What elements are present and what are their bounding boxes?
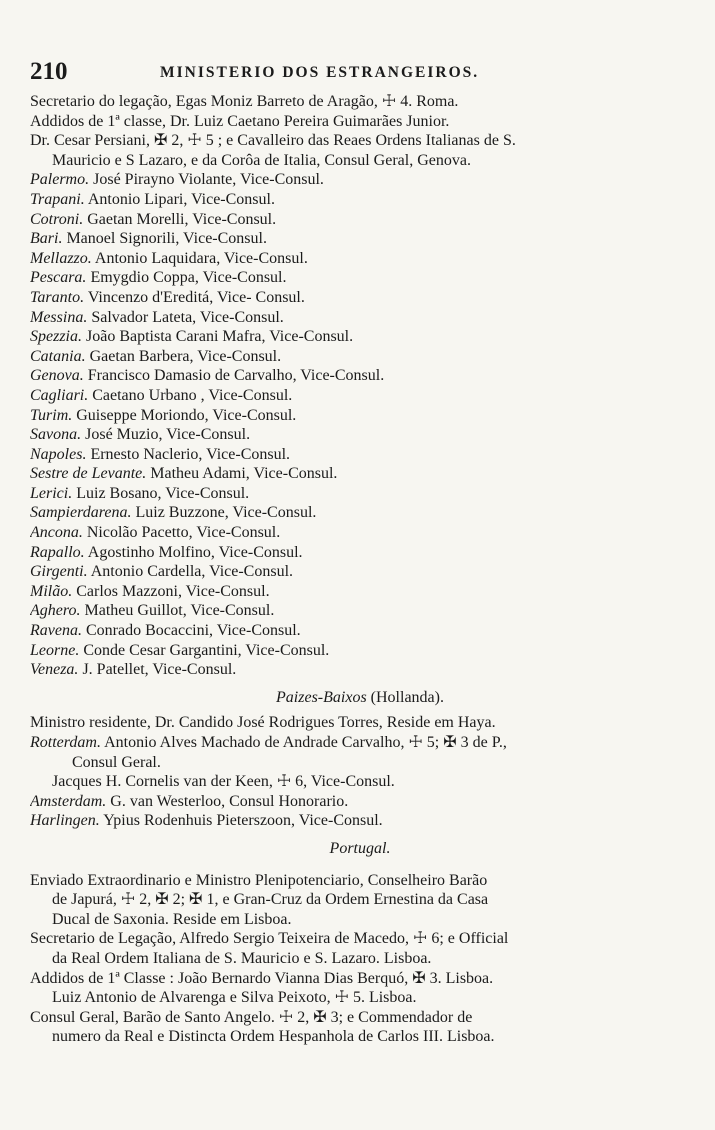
consulate-place: Mellazzo. (30, 249, 92, 267)
consulate-place: Spezzia. (30, 328, 82, 346)
consulate-holder: Agostinho Molfino, Vice-Consul. (87, 543, 303, 561)
consulate-place: Veneza. (30, 661, 79, 679)
list-item (30, 210, 690, 230)
consulate-place: Bari. (30, 230, 63, 248)
consulate-place: Genova. (30, 367, 84, 385)
consulate-holder: Antonio Laquidara, Vice-Consul. (94, 249, 308, 267)
consulate-place: Rotterdam. (30, 734, 101, 751)
consulate-holder: Matheu Adami, Vice-Consul. (150, 465, 338, 483)
consulate-holder: Luiz Bosano, Vice-Consul. (76, 484, 250, 502)
list-item (30, 543, 690, 563)
consulate-holder: Conrado Bocaccini, Vice-Consul. (85, 622, 301, 640)
consulate-place: Aghero. (30, 602, 81, 620)
list-item (30, 170, 690, 190)
consulate-place: Amsterdam. (30, 792, 107, 810)
list-item (30, 641, 690, 661)
vice-consul-list (30, 170, 690, 679)
list-item (30, 366, 690, 386)
nl-harlingen-line: Harlingen. Ypius Rodenhuis Pieterszoon, Vice-Consul. (30, 812, 383, 830)
consulate-holder: Caetano Urbano , Vice-Consul. (92, 386, 293, 404)
list-item (30, 621, 690, 641)
consulate-holder: João Baptista Carani Mafra, Vice-Consul. (86, 328, 354, 346)
consulate-holder: Luiz Buzzone, Vice-Consul. (135, 504, 317, 522)
list-item (30, 464, 690, 484)
pt-line-8: Consul Geral, Barão de Santo Angelo. ☩ 2, ✠ 3; e Commendador de (30, 1008, 473, 1026)
consulate-holder: J. Patellet, Vice-Consul. (82, 661, 237, 679)
consulate-holder: Emygdio Coppa, Vice-Consul. (90, 269, 287, 287)
nl-amsterdam-line: Amsterdam. G. van Westerloo, Consul Honorario. (30, 792, 349, 810)
nl-rotterdam-cont: Consul Geral. (72, 753, 161, 771)
section-heading-portugal: Portugal. (329, 839, 391, 857)
list-item (30, 601, 690, 621)
list-item (30, 484, 690, 504)
consulate-place: Palermo. (30, 171, 90, 189)
list-item (30, 503, 690, 523)
list-item (30, 406, 690, 426)
running-title: MINISTERIO DOS ESTRANGEIROS. (160, 64, 480, 81)
page-number: 210 (30, 58, 68, 85)
consulate-holder: Vincenzo d'Ereditá, Vice- Consul. (87, 288, 305, 306)
list-item (30, 229, 690, 249)
consulate-place: Leorne. (30, 641, 80, 659)
consulate-place: Napoles. (30, 445, 87, 463)
consulate-place: Ravena. (30, 622, 82, 640)
list-item (30, 445, 690, 465)
consulate-place: Rapallo. (30, 543, 85, 561)
consulate-place: Catania. (30, 347, 86, 365)
pt-line-5: da Real Ordem Italiana de S. Mauricio e S. Lazaro. Lisboa. (52, 949, 432, 967)
consulate-holder: Salvador Lateta, Vice-Consul. (91, 308, 284, 326)
consulate-holder: Francisco Damasio de Carvalho, Vice-Consul. (87, 367, 385, 385)
pt-line-4: Secretario de Legação, Alfredo Sergio Teixeira de Macedo, ☩ 6; e Official (30, 930, 509, 948)
consulate-holder: José Muzio, Vice-Consul. (85, 426, 251, 444)
pt-line-3: Ducal de Saxonia. Reside em Lisboa. (52, 910, 292, 928)
consulate-holder: Matheu Guillot, Vice-Consul. (84, 602, 275, 620)
consulate-place: Messina. (30, 308, 88, 326)
consulate-place: Pescara. (30, 269, 87, 287)
nl-minister-line: Ministro residente, Dr. Candido José Rodrigues Torres, Reside em Haya. (30, 714, 496, 732)
list-item (30, 347, 690, 367)
nl-rotterdam-line: Rotterdam. Antonio Alves Machado de Andrade Carvalho, ☩ 5; ✠ 3 de P., (30, 734, 507, 751)
consulate-place: Lerici. (30, 484, 73, 502)
consulate-place: Trapani. (30, 190, 85, 208)
consulate-place: Savona. (30, 426, 82, 444)
italy-line-2: Addidos de 1ª classe, Dr. Luiz Caetano Pereira Guimarães Junior. (30, 112, 450, 130)
list-item (30, 386, 690, 406)
consulate-holder: Ernesto Naclerio, Vice-Consul. (90, 445, 291, 463)
consulate-holder: Guiseppe Moriondo, Vice-Consul. (76, 406, 297, 424)
consulate-place: Cagliari. (30, 386, 89, 404)
list-item (30, 425, 690, 445)
consulate-holder: Carlos Mazzoni, Vice-Consul. (76, 582, 270, 600)
page-header (30, 58, 685, 92)
consulate-holder: Antonio Lipari, Vice-Consul. (87, 190, 275, 208)
list-item (30, 327, 690, 347)
consulate-place: Ancona. (30, 524, 83, 542)
consulate-holder: Antonio Cardella, Vice-Consul. (90, 563, 294, 581)
italy-line-3: Dr. Cesar Persiani, ✠ 2, ☩ 5 ; e Cavalleiro das Reaes Ordens Italianas de S. (30, 132, 516, 150)
consulate-place: Turim. (30, 406, 73, 424)
consulate-place: Girgenti. (30, 563, 88, 581)
list-item (30, 308, 690, 328)
pt-line-6: Addidos de 1ª Classe : João Bernardo Vianna Dias Berquó, ✠ 3. Lisboa. (30, 969, 494, 987)
consulate-holder: José Pirayno Violante, Vice-Consul. (93, 171, 324, 189)
consulate-place: Sampierdarena. (30, 504, 132, 522)
list-item (30, 562, 690, 582)
list-item (30, 660, 690, 680)
list-item (30, 288, 690, 308)
section-heading-netherlands: Paizes-Baixos (Hollanda). (276, 688, 444, 706)
list-item (30, 190, 690, 210)
consulate-place: Milão. (30, 582, 73, 600)
pt-line-2: de Japurá, ☩ 2, ✠ 2; ✠ 1, e Gran-Cruz da Ordem Ernestina da Casa (52, 891, 489, 909)
consulate-place: Taranto. (30, 288, 85, 306)
consulate-place: Sestre de Levante. (30, 465, 147, 483)
pt-line-1: Enviado Extraordinario e Ministro Plenipotenciario, Conselheiro Barão (30, 871, 488, 889)
list-item (30, 268, 690, 288)
consulate-holder: Gaetan Morelli, Vice-Consul. (87, 210, 277, 228)
consulate-holder: Conde Cesar Gargantini, Vice-Consul. (83, 641, 330, 659)
list-item (30, 582, 690, 602)
nl-vice-consul-line: Jacques H. Cornelis van der Keen, ☩ 6, Vice-Consul. (52, 773, 395, 791)
consulate-holder: Nicolão Pacetto, Vice-Consul. (86, 524, 281, 542)
consulate-holder: Manoel Signorili, Vice-Consul. (66, 230, 267, 248)
list-item (30, 523, 690, 543)
italy-line-1: Secretario do legação, Egas Moniz Barreto de Aragão, ☩ 4. Roma. (30, 93, 459, 110)
consulate-place: Cotroni. (30, 210, 84, 228)
list-item (30, 249, 690, 269)
italy-line-4: Mauricio e S Lazaro, e da Corôa de Italia, Consul Geral, Genova. (52, 151, 471, 169)
page-body (30, 92, 690, 1047)
consulate-holder: Gaetan Barbera, Vice-Consul. (89, 347, 282, 365)
pt-line-9: numero da Real e Distincta Ordem Hespanhola de Carlos III. Lisboa. (52, 1028, 495, 1046)
consulate-place: Harlingen. (30, 812, 100, 830)
pt-line-7: Luiz Antonio de Alvarenga e Silva Peixoto, ☩ 5. Lisboa. (52, 989, 417, 1007)
